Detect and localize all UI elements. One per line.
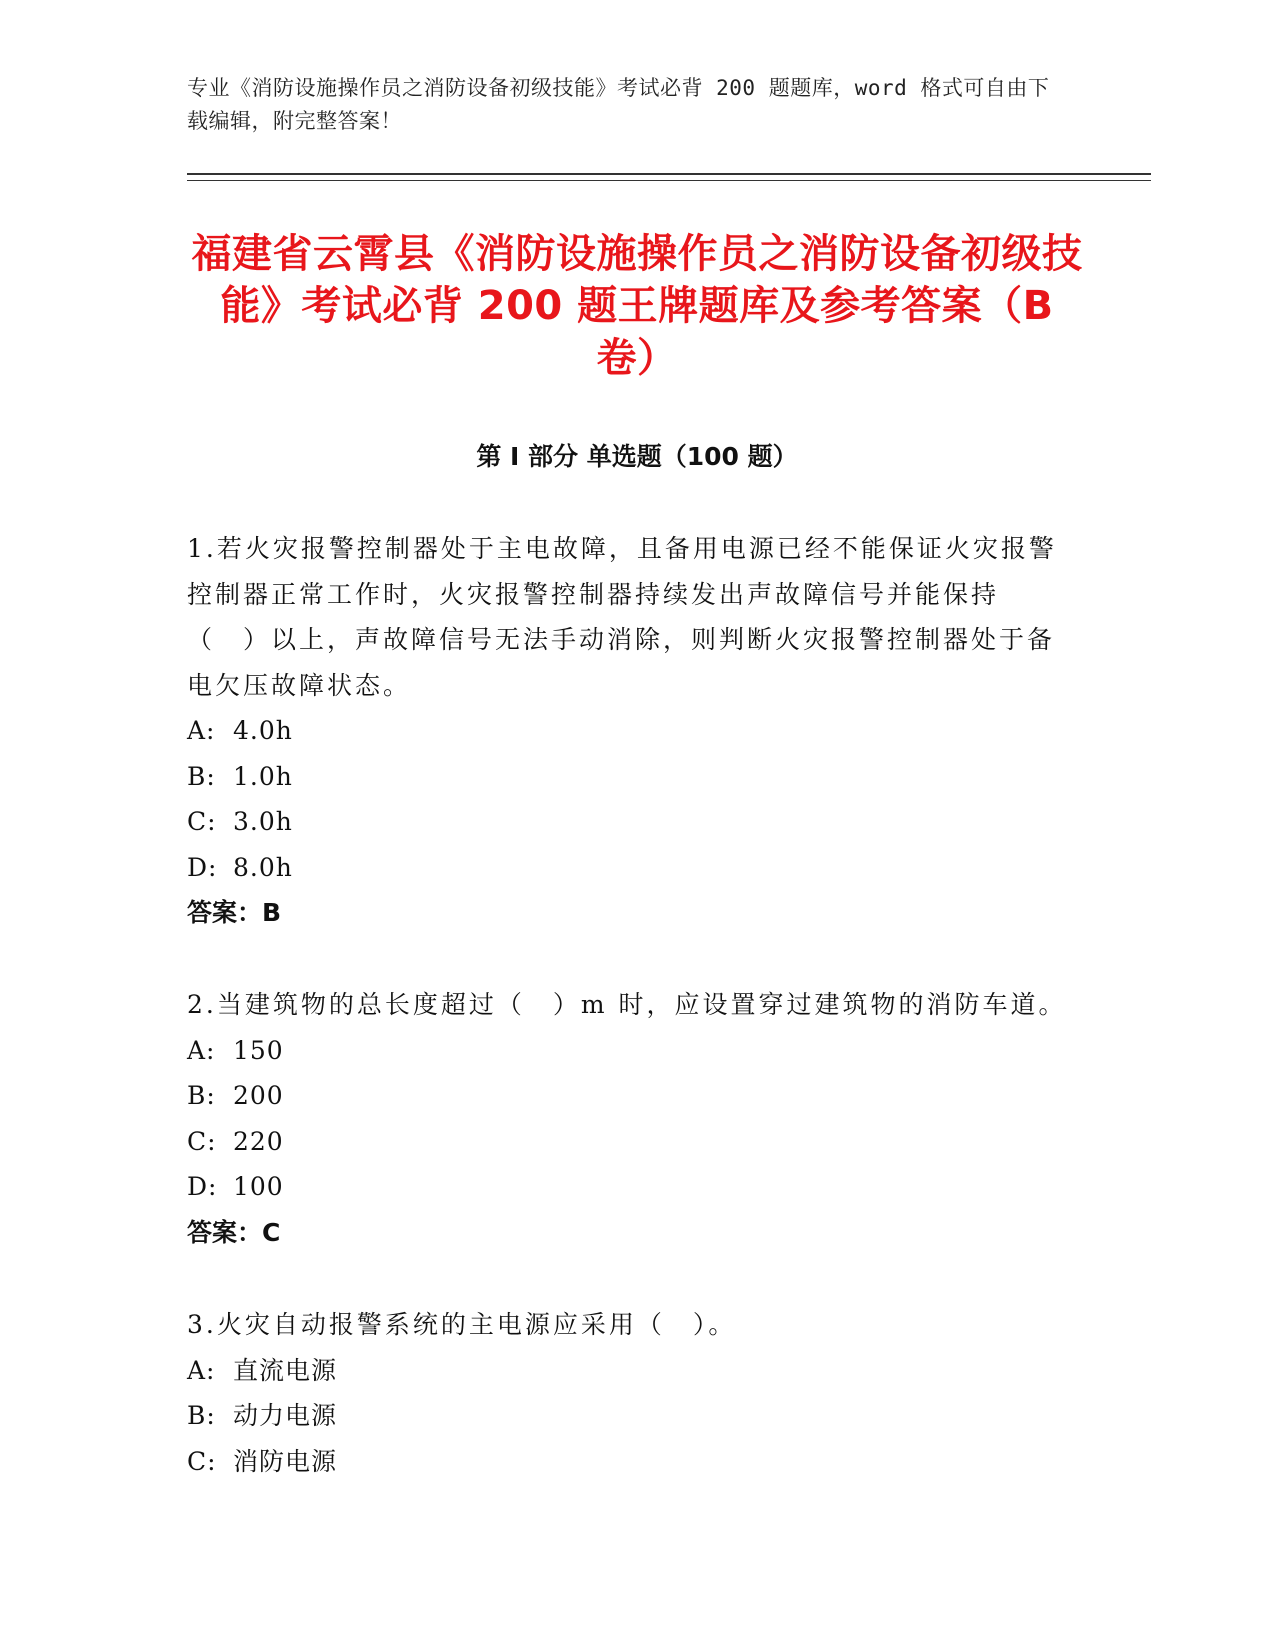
- option-text: 1.0h: [233, 761, 293, 791]
- header-divider-thick: [187, 173, 1151, 175]
- option-d: [187, 1164, 1067, 1210]
- option-letter: C:: [187, 807, 217, 836]
- header-note: 专业《消防设施操作员之消防设备初级技能》考试必背 200 题题库，word 格式可自由下载编辑，附完整答案！: [187, 76, 1050, 133]
- option-text: 200: [233, 1081, 284, 1110]
- question-1: [187, 526, 1067, 936]
- option-letter: B:: [187, 1401, 216, 1430]
- option-a: [187, 1028, 1067, 1074]
- option-a: [187, 708, 1067, 754]
- option-text: 100: [233, 1172, 284, 1201]
- option-letter: A:: [187, 1035, 216, 1065]
- option-c: [187, 1439, 1067, 1485]
- option-text: 直流电源: [233, 1355, 338, 1385]
- option-letter: A:: [187, 1355, 216, 1385]
- option-letter: D:: [187, 1172, 218, 1201]
- option-letter: D:: [187, 852, 218, 882]
- option-c: [187, 1119, 1067, 1165]
- option-text: 3.0h: [233, 807, 293, 836]
- question-stem: 2.当建筑物的总长度超过（ ）m 时，应设置穿过建筑物的消防车道。: [187, 990, 1067, 1019]
- option-letter: C:: [187, 1126, 217, 1156]
- option-letter: B:: [187, 1081, 216, 1110]
- option-text: 4.0h: [233, 716, 293, 745]
- question-stem: 3.火灾自动报警系统的主电源应采用（ ）。: [187, 1310, 737, 1339]
- answer-line: 答案：B: [187, 898, 282, 927]
- question-stem: 1.若火灾报警控制器处于主电故障，且备用电源已经不能保证火灾报警控制器正常工作时，火灾报警控制器持续发出声故障信号并能保持（ ）以上，声故障信号无法手动消除，则判断火灾报警控制器处于备电欠压故障状态。: [187, 534, 1057, 700]
- option-b: [187, 1073, 1067, 1119]
- option-text: 动力电源: [233, 1401, 338, 1430]
- document-title: 福建省云霄县《消防设施操作员之消防设备初级技能》考试必背 200 题王牌题库及参考答案（B 卷）: [191, 231, 1083, 381]
- question-2: [187, 982, 1067, 1255]
- header-divider-thin: [187, 180, 1151, 181]
- option-letter: A:: [187, 716, 216, 745]
- option-b: [187, 754, 1067, 800]
- option-a: [187, 1348, 1067, 1394]
- option-letter: C:: [187, 1446, 217, 1476]
- option-text: 220: [233, 1126, 284, 1156]
- option-c: [187, 799, 1067, 845]
- option-text: 150: [233, 1035, 284, 1065]
- question-3: [187, 1302, 1067, 1484]
- option-text: 消防电源: [233, 1446, 338, 1476]
- option-b: [187, 1393, 1067, 1439]
- option-letter: B:: [187, 761, 216, 791]
- section-heading: 第 I 部分 单选题（100 题）: [476, 442, 798, 471]
- option-text: 8.0h: [233, 852, 293, 882]
- option-d: [187, 845, 1067, 891]
- answer-line: 答案：C: [187, 1217, 281, 1247]
